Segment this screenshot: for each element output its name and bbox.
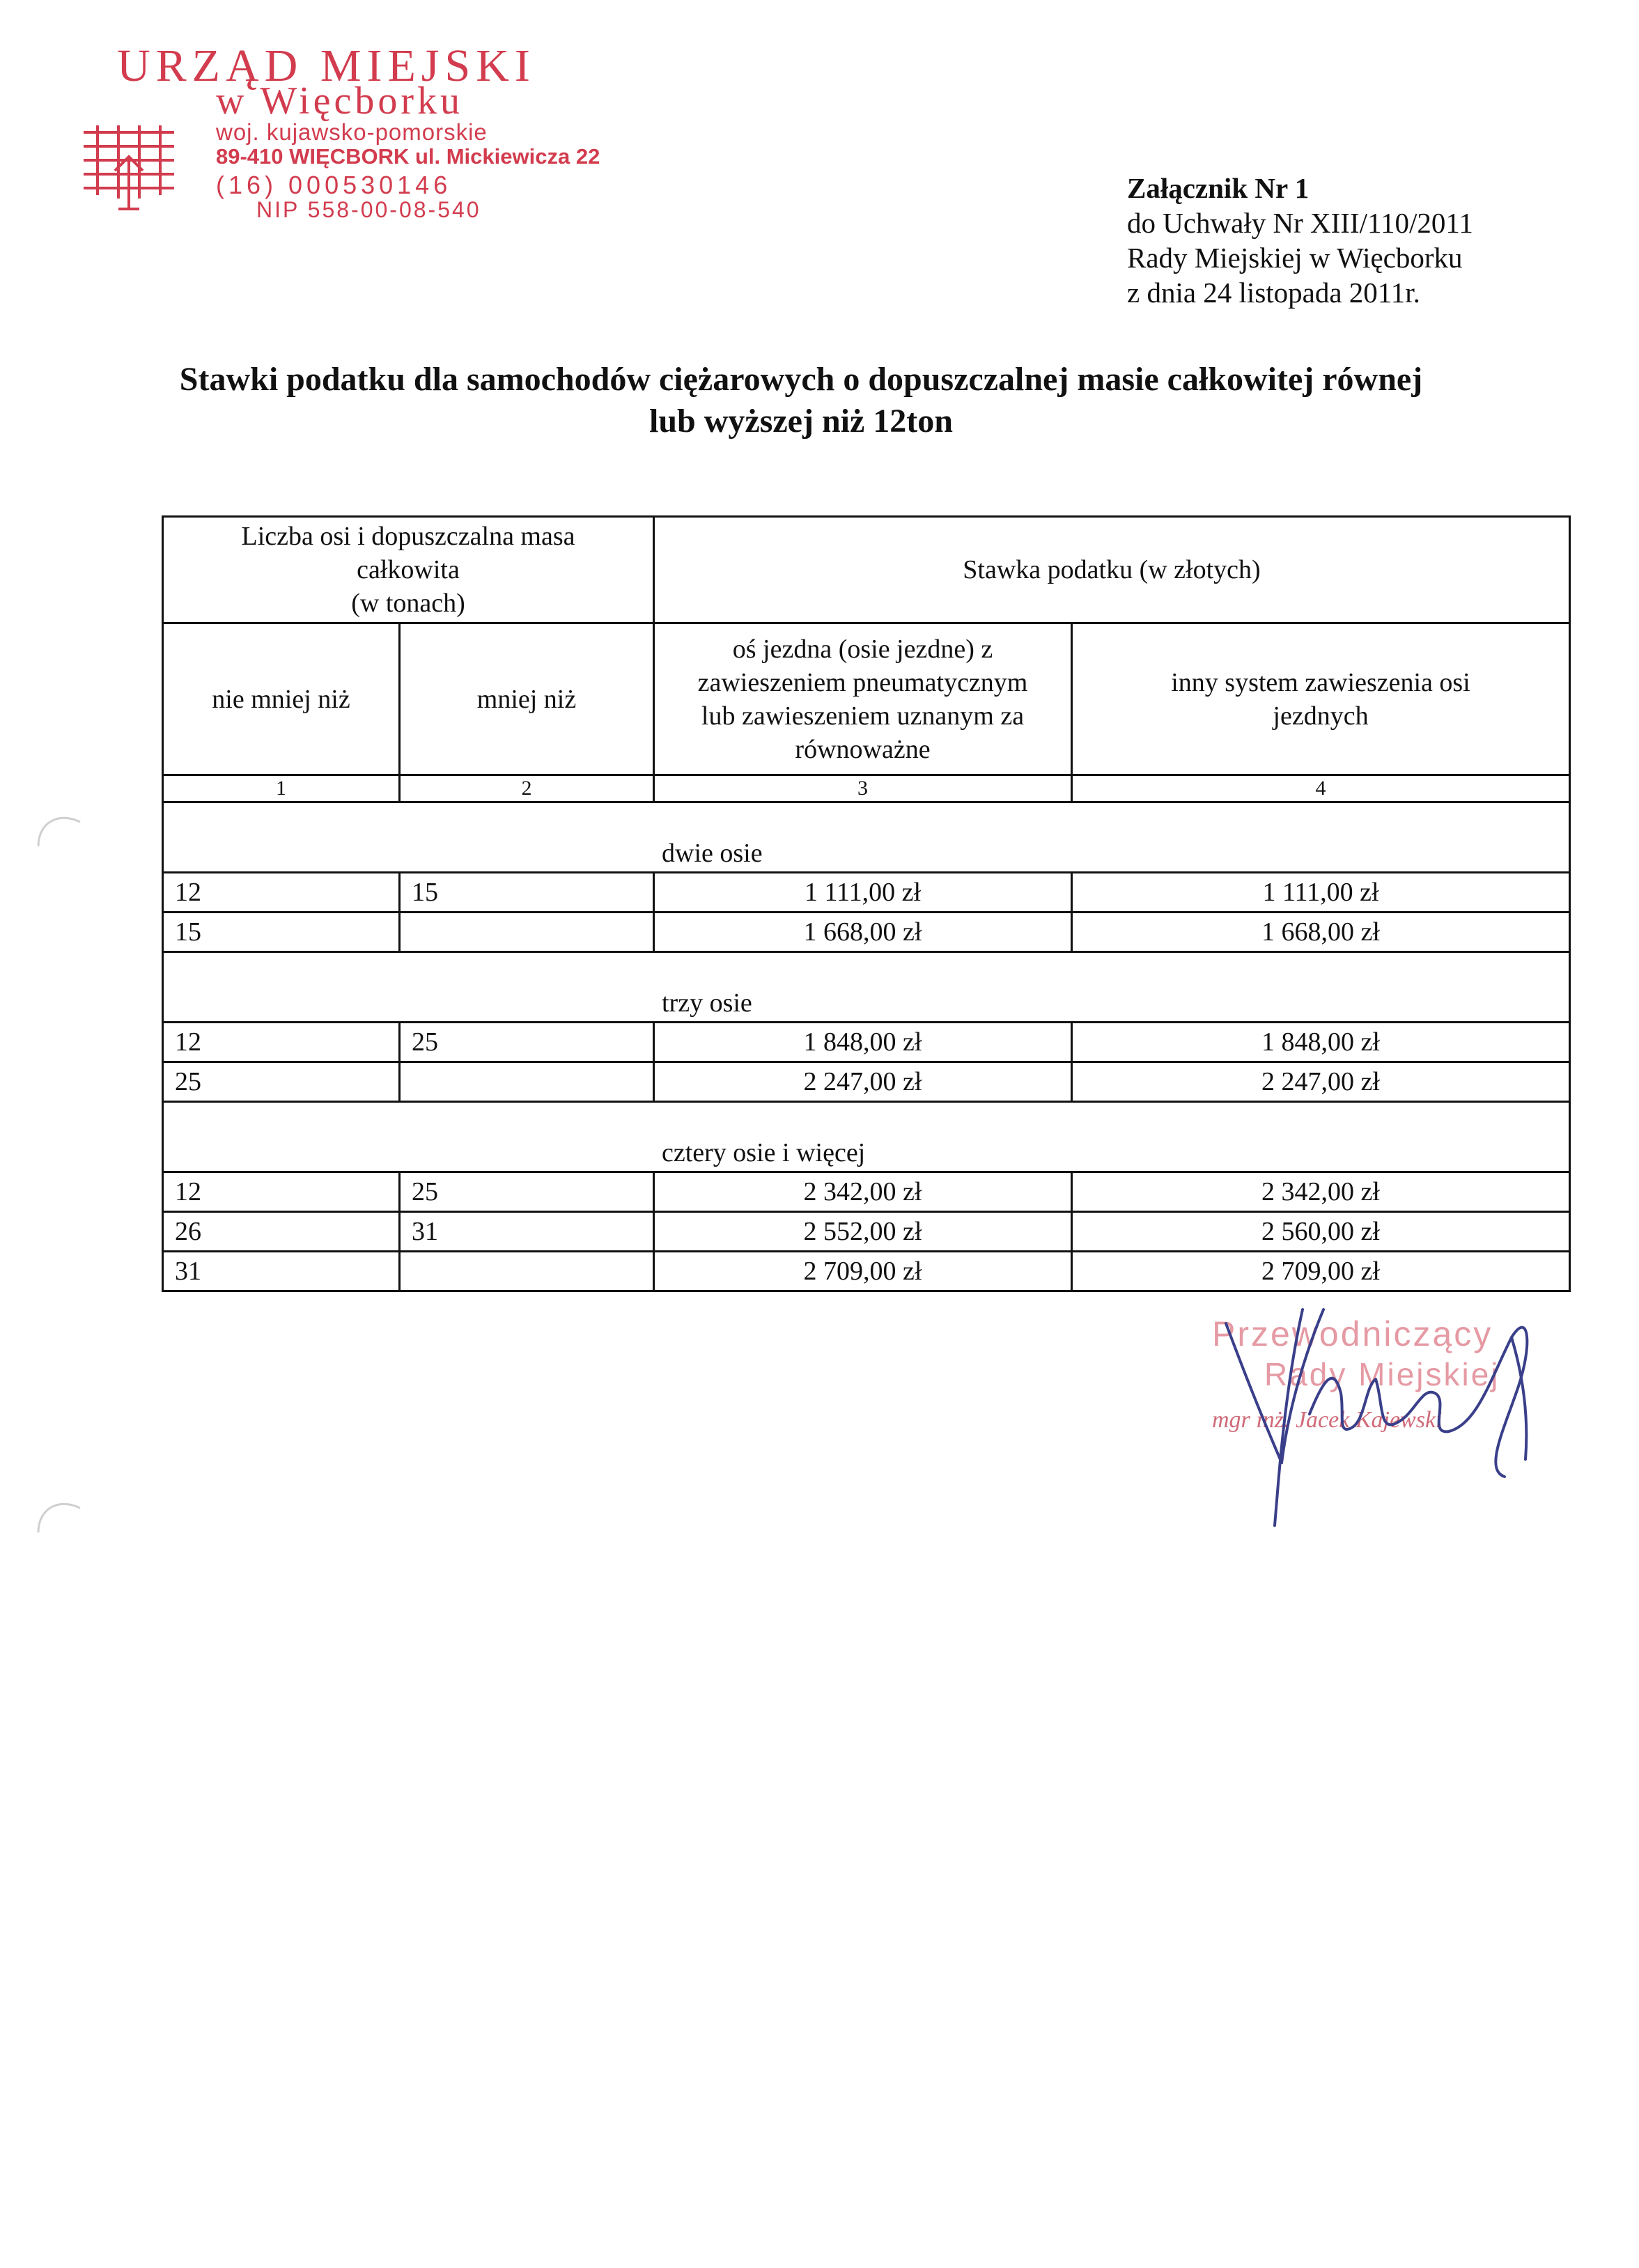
table-row [163,1023,1570,1062]
table-row [163,1172,1570,1212]
chairman-stamp-title: Przewodniczący [1212,1314,1493,1353]
cell-other: 2 247,00 zł [1072,1062,1570,1102]
table-row [163,873,1570,912]
cell-min: 26 [163,1212,400,1252]
cell-less [400,1062,654,1102]
cell-pneumatic: 2 342,00 zł [654,1172,1072,1212]
chairman-stamp-council: Rady Miejskiej [1264,1356,1500,1392]
cell-other: 2 709,00 zł [1072,1252,1570,1291]
cell-other: 1 848,00 zł [1072,1023,1570,1062]
cell-pneumatic: 1 668,00 zł [654,912,1072,952]
cell-less: 31 [400,1212,654,1252]
header-axles-mass-line1: Liczba osi i dopuszczalna masa [241,522,575,551]
handwritten-signature [1184,1296,1546,1532]
attachment-header [1127,171,1473,310]
punch-hole-icon [28,805,91,867]
document-title-line2: lub wyższej niż 12ton [649,403,953,440]
header-tax-rate: Stawka podatku (w złotych) [654,517,1570,623]
header-other-line2: jezdnych [1273,701,1369,731]
group-row [163,952,1570,1023]
coat-of-arms-icon [77,104,181,216]
stamp-office-name: URZĄD MIEJSKI [117,40,536,91]
column-index: 3 [654,775,1072,802]
group-label: trzy osie [662,988,752,1018]
header-pneumatic-suspension [654,623,1072,775]
document-title [104,359,1498,442]
cell-min: 15 [163,912,400,952]
group-label: cztery osie i więcej [662,1138,866,1167]
cell-other: 2 560,00 zł [1072,1212,1570,1252]
header-axles-mass-line3: (w tonach) [351,589,465,618]
cell-less [400,912,654,952]
group-label-cell [163,802,1570,873]
cell-min: 12 [163,1023,400,1062]
group-row [163,802,1570,873]
group-label-cell [163,1102,1570,1172]
cell-less: 25 [400,1023,654,1062]
tax-rates-table [162,515,1571,1292]
group-label-cell [163,952,1570,1023]
column-index-row [163,775,1570,802]
stamp-phone: (16) 000530146 [216,171,452,199]
header-not-less-than: nie mniej niż [163,623,400,775]
cell-min: 25 [163,1062,400,1102]
document-title-line1: Stawki podatku dla samochodów ciężarowych o dopuszczalnej masie całkowitej równej [179,361,1423,398]
header-axles-mass-line2: całkowita [357,555,460,584]
signature-block [1184,1296,1546,1532]
table-row [163,1212,1570,1252]
attachment-title: Załącznik Nr 1 [1127,172,1310,204]
header-less-than: mniej niż [400,623,654,775]
cell-pneumatic: 2 709,00 zł [654,1252,1072,1291]
cell-less [400,1252,654,1291]
stamp-town: w Więcborku [216,79,463,123]
stamp-address: 89-410 WIĘCBORK ul. Mickiewicza 22 [216,144,600,169]
stamp-nip: NIP 558-00-08-540 [256,197,481,222]
attachment-council: Rady Miejskiej w Więcborku [1127,242,1463,274]
cell-less: 15 [400,873,654,912]
cell-min: 12 [163,1172,400,1212]
column-index: 2 [400,775,654,802]
cell-pneumatic: 1 111,00 zł [654,873,1072,912]
cell-other: 2 342,00 zł [1072,1172,1570,1212]
header-axles-mass [163,517,654,623]
cell-pneumatic: 1 848,00 zł [654,1023,1072,1062]
header-other-line1: inny system zawieszenia osi [1171,667,1470,697]
punch-hole-icon [28,1491,91,1553]
chairman-stamp-name: mgr inż. Jacek Kajewski [1212,1407,1443,1433]
cell-other: 1 668,00 zł [1072,912,1570,952]
cell-other: 1 111,00 zł [1072,873,1570,912]
cell-min: 31 [163,1252,400,1291]
group-row [163,1102,1570,1172]
header-pneumatic-line3: lub zawieszeniem uznanym za [701,701,1025,731]
header-pneumatic-line4: równoważne [795,734,931,764]
header-pneumatic-line2: zawieszeniem pneumatycznym [697,667,1028,697]
attachment-date: z dnia 24 listopada 2011r. [1127,277,1420,309]
cell-pneumatic: 2 247,00 zł [654,1062,1072,1102]
header-other-suspension [1072,623,1570,775]
table-row [163,912,1570,952]
group-label: dwie osie [662,839,763,868]
table-row [163,1252,1570,1291]
cell-pneumatic: 2 552,00 zł [654,1212,1072,1252]
stamp-voivodeship: woj. kujawsko-pomorskie [216,119,488,145]
table-row [163,1062,1570,1102]
column-index: 1 [163,775,400,802]
column-index: 4 [1072,775,1570,802]
header-pneumatic-line1: oś jezdna (osie jezdne) z [732,634,993,664]
attachment-resolution: do Uchwały Nr XIII/110/2011 [1127,207,1473,239]
cell-less: 25 [400,1172,654,1212]
office-stamp [77,38,600,222]
cell-min: 12 [163,873,400,912]
